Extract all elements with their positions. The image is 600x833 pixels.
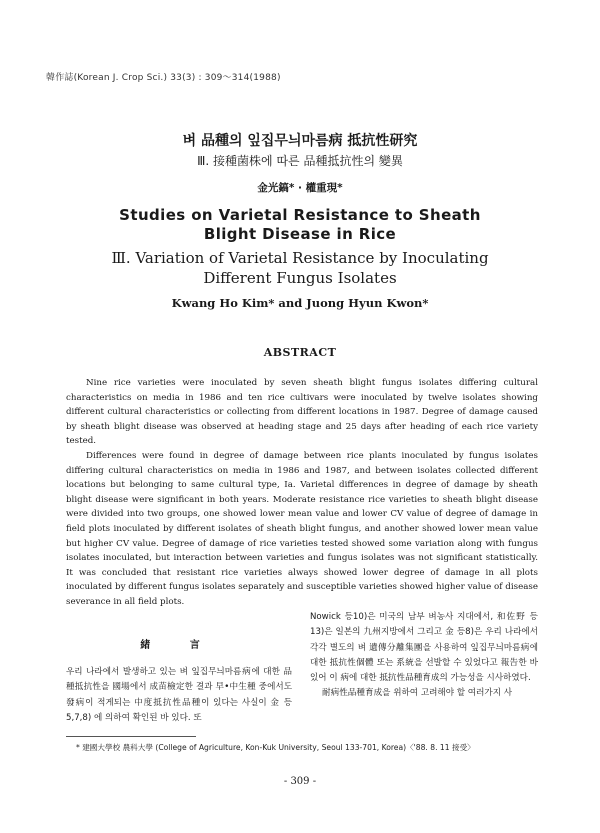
journal-reference: 韓作誌(Korean J. Crop Sci.) 33(3) : 309～314(1988) (46, 73, 281, 83)
footnote-divider (66, 736, 196, 737)
introduction-right-paragraph-1: Nowick 등10)은 미국의 남부 벼농사 지대에서, 和佐野 등13)은 일본의 九州지방에서 그리고 金 등8)은 우리 나라에서 각각 별도의 벼 遺傳分離集團을 사용하여 잎집무늬마름病에 대한 抵抗性個體 또는 系統을 선발할 수 있었다고 報告한 바 있어 이 病에 대한 抵抗性品種育成의 가능성을 시사하였다. (310, 612, 538, 684)
introduction-left-column (66, 636, 292, 726)
introduction-right-paragraph-2: 耐病性品種育成을 위하여 고려해야 할 여러가지 사 (322, 688, 513, 699)
page-number: - 309 - (283, 776, 317, 787)
introduction-left-text: 우리 나라에서 발생하고 있는 벼 잎집무늬마름病에 대한 品種抵抗性을 國場에서 成苗檢定한 결과 早•中生種 중에서도 發病이 적게되는 中度抵抗性品種이 있다는 사실이 金 등5,7,8) 에 의하여 확인된 바 있다. 또 (66, 667, 292, 723)
korean-authors: 金光鎬* · 權重現* (257, 182, 343, 194)
english-subtitle-line-2: Different Fungus Isolates (203, 269, 397, 287)
english-subtitle (0, 248, 600, 288)
introduction-heading: 緒 言 (140, 640, 218, 651)
introduction-right-column (310, 610, 538, 702)
english-title-line-2: Blight Disease in Rice (203, 225, 397, 243)
english-authors: Kwang Ho Kim* and Juong Hyun Kwon* (171, 296, 429, 310)
abstract-body (66, 376, 538, 610)
abstract-heading: ABSTRACT (263, 346, 337, 359)
korean-title: 벼 品種의 잎집무늬마름病 抵抗性研究 (182, 133, 418, 149)
korean-subtitle: Ⅲ. 接種菌株에 따른 品種抵抗性의 變異 (197, 154, 403, 168)
english-title-line-1: Studies on Varietal Resistance to Sheath (119, 206, 481, 224)
affiliation-footnote: * 建國大學校 農科大學 (College of Agriculture, Kon-Kuk University, Seoul 133-701, Korea)〈'88. 8. 11 接受〉 (76, 743, 475, 752)
english-title (0, 206, 600, 244)
abstract-paragraph-1: Nine rice varieties were inoculated by seven sheath blight fungus isolates differing cultural characteristics on media in 1986 and ten rice cultivars were inoculated by twelve isolates showing different cultural characteristics or collecting from different locations in 1987. Degree of damage caused by sheath blight disease was observed at heading stage and 25 days after heading of each rice variety tested. (66, 378, 538, 447)
abstract-paragraph-2: Differences were found in degree of damage between rice plants inoculated by fungus isolates differing cultural characteristics on media in 1986 and 1987, and between isolates collected different locations but belonging to same cultural type, Ia. Varietal differences in degree of damage by sheath blight disease were significant in both years. Moderate resistance rice varieties to sheath blight disease were divided into two groups, one showed lower mean value and lower CV value of degree of damage in field plots inoculated by different isolates of sheath blight fungus, and another showed lower mean value but higher CV value. Degree of damage of rice varieties tested showed some variation along with fungus isolates inoculated, but interaction between varieties and fungus isolates was not significant statistically. It was concluded that resistant rice varieties always showed lower degree of damage in all plots inoculated by different fungus isolates separately and susceptible varieties showed higher value of disease severance in all field plots. (66, 450, 538, 607)
english-subtitle-line-1: Ⅲ. Variation of Varietal Resistance by Inoculating (111, 249, 489, 267)
